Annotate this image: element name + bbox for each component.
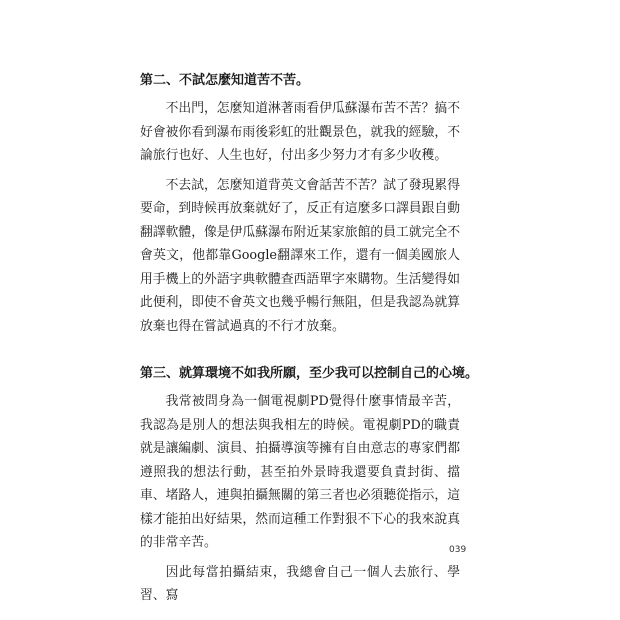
paragraph: 因此每當拍攝結束，我總會自己一個人去旅行、學習、寫 — [140, 564, 460, 603]
section-spacer — [140, 344, 460, 364]
section-two — [140, 71, 460, 338]
section-three — [140, 364, 479, 608]
page-number: 039 — [449, 545, 467, 555]
paragraph: 不出門，怎麼知道淋著雨看伊瓜蘇瀑布苦不苦？搞不好會被你看到瀑布雨後彩虹的壯觀景色，就我的經驗，不論旅行也好、人生也好，付出多少努力才有多少收穫。 — [140, 101, 460, 163]
paragraph: 我常被問身為一個電視劇PD覺得什麼事情最辛苦，我認為是別人的想法與我相左的時候。電視劇PD的職責就是讓編劇、演員、拍攝導演等擁有自由意志的專家們都遵照我的想法行動，甚至拍外景時我還要負責封街、擋車、堵路人，連與拍攝無關的第三者也必須聽從指示，這樣才能拍出好結果，然而這種工作對狠不下心的我來說真的非常辛苦。 — [140, 394, 460, 550]
paragraph: 不去試，怎麼知道背英文會話苦不苦？試了發現累得要命，到時候再放棄就好了，反正有這麼多口譯員跟自動翻譯軟體，像是伊瓜蘇瀑布附近某家旅館的員工就完全不會英文，他都靠Google翻譯來工作，還有一個美國旅人用手機上的外語字典軟體查西語單字來購物。生活變得如此便利，即使不會英文也幾乎暢行無阻，但是我認為就算放棄也得在嘗試過真的不行才放棄。 — [140, 177, 460, 334]
page-body — [140, 71, 479, 614]
section-heading: 第三、就算環境不如我所願，至少我可以控制自己的心境。 — [140, 366, 479, 381]
section-heading: 第二、不試怎麼知道苦不苦。 — [140, 73, 310, 88]
